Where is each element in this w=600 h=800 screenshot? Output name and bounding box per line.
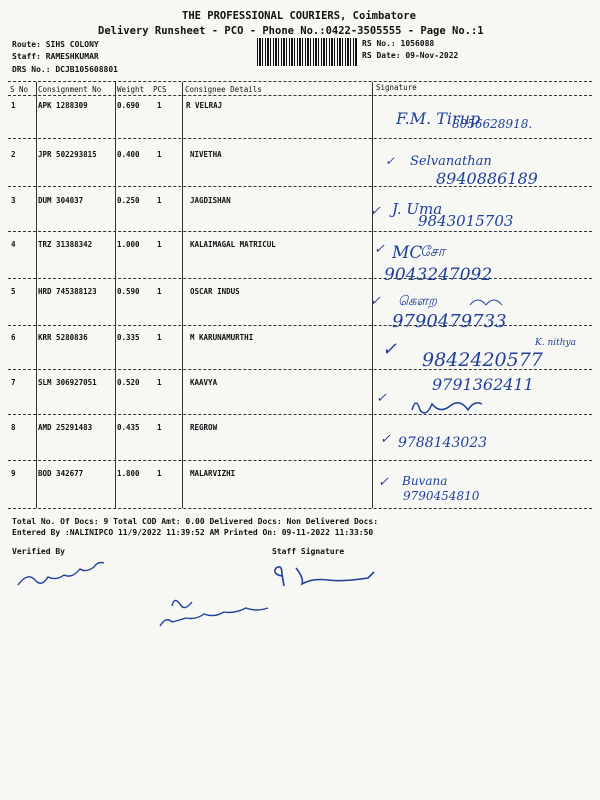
row-sno: 3 bbox=[11, 196, 16, 205]
row-pcs: 1 bbox=[157, 333, 162, 342]
row-sno: 6 bbox=[11, 333, 16, 342]
verified-by-label: Verified By bbox=[12, 547, 65, 556]
handwriting-text: ✓ bbox=[374, 242, 385, 257]
handwriting-text: Selvanathan bbox=[410, 154, 492, 169]
handwriting-text: கெளற bbox=[398, 294, 438, 309]
row-sno: 4 bbox=[11, 240, 16, 249]
handwriting-text: ✓ bbox=[370, 294, 381, 309]
handwriting-text: ✓ bbox=[380, 432, 391, 447]
handwriting-text: 8940886189 bbox=[436, 169, 538, 188]
handwriting-text: ✓ bbox=[370, 204, 381, 219]
row-sno: 9 bbox=[11, 469, 16, 478]
col-signature: Signature bbox=[376, 83, 417, 92]
entered-by: Entered By :NALINIPCO 11/9/2022 11:39:52 AM Printed On: 09-11-2022 11:33:50 bbox=[12, 528, 374, 537]
handwriting-text: 9791362411 bbox=[432, 375, 534, 394]
row-pcs: 1 bbox=[157, 150, 162, 159]
handwriting-text: ✓ bbox=[378, 475, 389, 490]
row-weight: 0.400 bbox=[117, 150, 140, 159]
col-weight: Weight bbox=[117, 85, 145, 94]
row-weight: 0.250 bbox=[117, 196, 140, 205]
handwriting-text: 9842420577 bbox=[422, 349, 543, 371]
row-pcs: 1 bbox=[157, 196, 162, 205]
handwriting-text: ✓ bbox=[376, 391, 387, 406]
handwriting-text: ✓ bbox=[385, 154, 396, 168]
row-consignee: OSCAR INDUS bbox=[190, 287, 240, 296]
row-pcs: 1 bbox=[157, 101, 162, 110]
handwriting-text: 9790454810 bbox=[403, 489, 480, 503]
row-consignment: AMD 25291483 bbox=[38, 423, 93, 432]
drs-no: DRS No.: DCJB105608801 bbox=[12, 65, 118, 74]
row-pcs: 1 bbox=[157, 423, 162, 432]
col-sno: S No bbox=[10, 85, 29, 94]
row-weight: 0.590 bbox=[117, 287, 140, 296]
handwriting-text: F.M. Tirup bbox=[396, 109, 481, 128]
row-sno: 8 bbox=[11, 423, 16, 432]
route: Route: SIHS COLONY bbox=[12, 40, 99, 49]
row-weight: 1.800 bbox=[117, 469, 140, 478]
handwriting-text: ✓ bbox=[382, 339, 398, 360]
handwriting-text: J. Uma bbox=[392, 200, 443, 218]
row-consignment: DUM 304037 bbox=[38, 196, 84, 205]
row-consignee: M KARUNAMURTHI bbox=[190, 333, 254, 342]
row-consignee: NIVETHA bbox=[190, 150, 222, 159]
row-consignee: KALAIMAGAL MATRICUL bbox=[190, 240, 276, 249]
row-consignment: APK 1288309 bbox=[38, 101, 88, 110]
handwriting-text: 8056628918. bbox=[452, 117, 533, 131]
row-consignee: KAAVYA bbox=[190, 378, 218, 387]
handwriting-text: சோ bbox=[420, 244, 446, 260]
staff: Staff: RAMESHKUMAR bbox=[12, 52, 99, 61]
company-name: THE PROFESSIONAL COURIERS, Coimbatore bbox=[182, 10, 416, 22]
row-sno: 2 bbox=[11, 150, 16, 159]
row-consignment: SLM 306927051 bbox=[38, 378, 97, 387]
row-pcs: 1 bbox=[157, 240, 162, 249]
handwriting-text: 9788143023 bbox=[398, 435, 488, 451]
col-consignment: Consignment No bbox=[38, 85, 102, 94]
row-weight: 0.690 bbox=[117, 101, 140, 110]
row-consignment: HRD 745388123 bbox=[38, 287, 97, 296]
row-sno: 5 bbox=[11, 287, 16, 296]
row-pcs: 1 bbox=[157, 378, 162, 387]
row-pcs: 1 bbox=[157, 287, 162, 296]
handwriting-text: MC bbox=[392, 243, 423, 263]
handwriting-text: 9043247092 bbox=[384, 265, 493, 285]
runsheet-title: Delivery Runsheet - PCO - Phone No.:0422-3505555 - Page No.:1 bbox=[98, 25, 484, 37]
row-consignment: TRZ 31388342 bbox=[38, 240, 93, 249]
row-weight: 1.000 bbox=[117, 240, 140, 249]
totals-line: Total No. Of Docs: 9 Total COD Amt: 0.00 Delivered Docs: Non Delivered Docs: bbox=[12, 517, 379, 526]
col-pcs: PCS bbox=[153, 85, 167, 94]
row-consignee: REGROW bbox=[190, 423, 218, 432]
rs-date: RS Date: 09-Nov-2022 bbox=[362, 51, 459, 60]
row-sno: 1 bbox=[11, 101, 16, 110]
row-weight: 0.520 bbox=[117, 378, 140, 387]
rs-no: RS No.: 1056088 bbox=[362, 39, 435, 48]
handwriting-text: 9843015703 bbox=[418, 212, 514, 230]
row-weight: 0.435 bbox=[117, 423, 140, 432]
col-consignee: Consignee Details bbox=[185, 85, 262, 94]
row-consignee: MALARVIZHI bbox=[190, 469, 236, 478]
handwriting-text: K. nithya bbox=[535, 338, 576, 348]
row-consignee: R VELRAJ bbox=[186, 101, 223, 110]
handwriting-text: 9790479733 bbox=[392, 311, 507, 332]
handwriting-text: Buvana bbox=[402, 474, 448, 488]
row-consignee: JAGDISHAN bbox=[190, 196, 231, 205]
row-sno: 7 bbox=[11, 378, 16, 387]
row-consignment: KRR 5280836 bbox=[38, 333, 88, 342]
row-consignment: BOD 342677 bbox=[38, 469, 84, 478]
row-pcs: 1 bbox=[157, 469, 162, 478]
staff-signature-label: Staff Signature bbox=[272, 547, 345, 556]
row-consignment: JPR 502293815 bbox=[38, 150, 97, 159]
row-weight: 0.335 bbox=[117, 333, 140, 342]
